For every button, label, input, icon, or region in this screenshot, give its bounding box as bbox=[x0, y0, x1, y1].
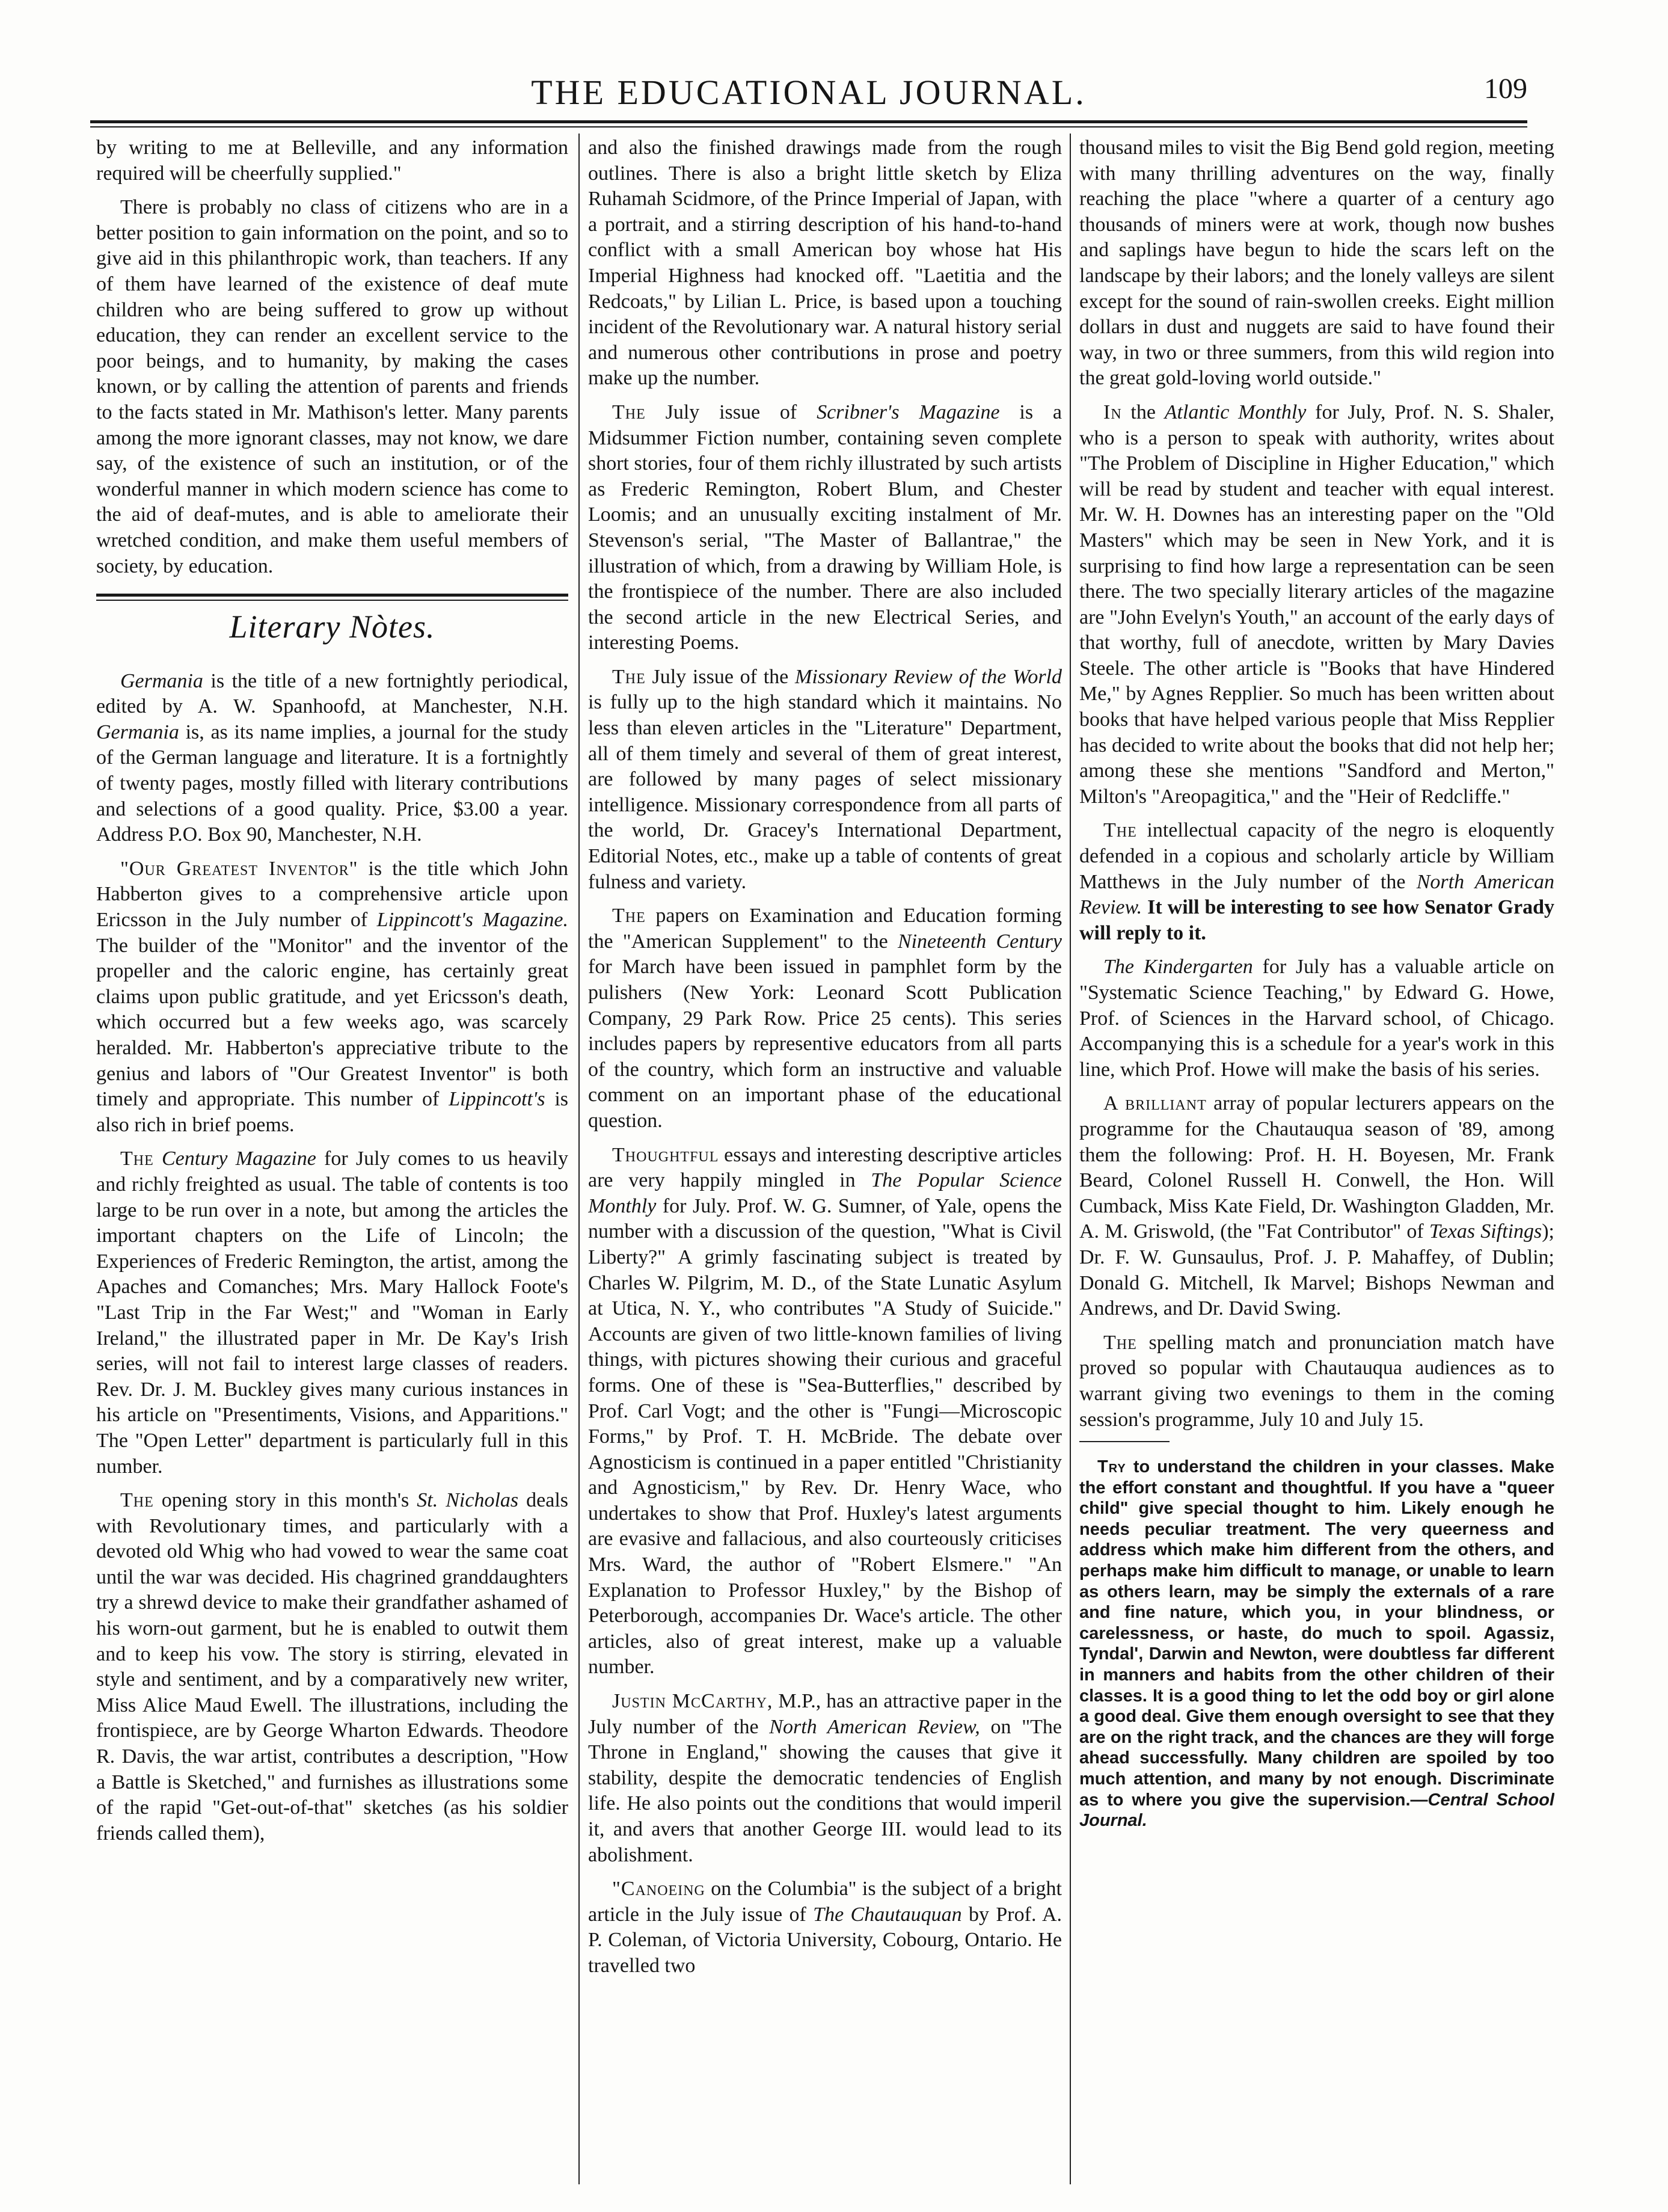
paragraph: and also the finished drawings made from the rough outlines. There is also a bright little sketch by Eliza Ruhamah Scidmore, of the Prince Imperial of Japan, with a portrait, and a stirring description of his hand-to-hand conflict with a small American boy whose hat His Imperial Highness had knocked off. "Laetitia and the Redcoats," by Lilian L. Price, is based upon a touching incident of the Revolutionary war. A natural history serial and numerous other contributions in prose and poetry make up the number. bbox=[588, 137, 1062, 390]
note-text: is also rich in brief poems. bbox=[96, 1088, 568, 1136]
note-chautauqua bbox=[1079, 1091, 1554, 1321]
note-text: by Prof. A. P. Coleman, of Victoria University, Cobourg, Ontario. He travelled two bbox=[588, 1903, 1062, 1977]
note-century bbox=[96, 1146, 568, 1479]
note-lead: A brilliant bbox=[1103, 1092, 1207, 1115]
paragraph-text: There is probably no class of citizens who are in a better position to gain information on the point, and so to give aid in this philanthropic work, than teachers. If any of them have learned of the existence of deaf mute children who are being suffered to grow up without education, they can render an excellent service to the poor beings, and to humanity, by making the cases known, or by calling the attention of parents and friends to the facts stated in Mr. Mathison's letter. Many parents among the more ignorant classes, may not know, we dare say, of the existence of such an institution, or of the wonderful manner in which modern science has come to the aid of deaf-mutes, and is able to ameliorate their wretched condition, and make them useful members of society, by education. bbox=[96, 196, 568, 577]
note-text: intellectual capacity of the negro is eloquently defended in a copious and scholarly article by William Matthews in the July number of the bbox=[1079, 819, 1554, 893]
note-text: is the title which John Habberton gives to a comprehensive article upon Ericsson in the July number of bbox=[96, 857, 568, 932]
column-divider bbox=[1070, 134, 1071, 2184]
column-divider bbox=[578, 134, 580, 2184]
magazine-title: Germania bbox=[120, 669, 203, 692]
note-lead: The bbox=[120, 1147, 154, 1170]
source-title: Central School Journal. bbox=[1079, 1790, 1554, 1831]
short-rule bbox=[1079, 1441, 1170, 1442]
magazine-title: Atlantic Monthly bbox=[1164, 401, 1307, 423]
note-negro bbox=[1079, 818, 1554, 946]
note-text: essays and interesting descriptive articles are very happily mingled in bbox=[588, 1143, 1062, 1192]
note-text: array of popular lecturers appears on the programme for the Chautauqua season of '89, among them the following: Prof. H. H. Boyesen, Mr. Frank Beard, Colonel Russell H. Conwell, the Hon. Will Cumback, Miss Kate Field, Dr. Washington Gladden, Mr. A. M. Griswold, (the "Fat Contributor" of bbox=[1079, 1092, 1554, 1243]
note-germania bbox=[96, 669, 568, 848]
note-text: It will be interesting to see how Senator Grady will reply to it. bbox=[1079, 896, 1554, 944]
column-1 bbox=[96, 135, 568, 2180]
page-number: 109 bbox=[1484, 73, 1527, 105]
note-try bbox=[1079, 1457, 1554, 1831]
note-lead: Thoughtful bbox=[612, 1143, 719, 1166]
paragraph bbox=[96, 195, 568, 579]
note-spelling bbox=[1079, 1330, 1554, 1433]
note-text: July issue of bbox=[645, 401, 817, 423]
note-papers bbox=[588, 903, 1062, 1134]
note-text: July issue of the bbox=[645, 665, 796, 688]
magazine-title: Century Magazine bbox=[161, 1147, 316, 1170]
note-text: papers on Examination and Education forming the "American Supplement" to the bbox=[588, 905, 1062, 953]
note-lead: The bbox=[612, 665, 646, 688]
note-text: for July has a valuable article on "Systematic Science Teaching," by Edward G. Howe, Prof. of Sciences in the Harvard school, of Chicago. Accompanying this is a schedule for a year's work in this line, which Prof. Howe will make the basis of his series. bbox=[1079, 956, 1554, 1081]
note-text: is, as its name implies, a journal for the study of the German language and literature. It is a fortnightly of twenty pages, mostly filled with literary contributions and selections of a good quality. Price, $3.00 a year. Address P.O. Box 90, Manchester, N.H. bbox=[96, 720, 568, 846]
journal-title: THE EDUCATIONAL JOURNAL. bbox=[531, 73, 1087, 112]
note-text: is a Midsummer Fiction number, containing seven complete short stories, four of them richly illustrated by such artists as Frederic Remington, Robert Blum, and Chester Loomis; and an unusually exciting instalment of Mr. Stevenson's serial, "The Master of Ballantrae," the illustration of which, from a drawing by William Hole, is the frontispiece of the number. There are also included the second article in the new Electrical Series, and interesting Poems. bbox=[588, 401, 1062, 654]
note-text: spelling match and pronunciation match have proved so popular with Chautauqua audiences as to warrant giving two evenings to them in the coming session's programme, July 10 and July 15. bbox=[1079, 1331, 1554, 1431]
header-rule-thin bbox=[90, 126, 1527, 127]
magazine-title: Texas Siftings bbox=[1429, 1220, 1542, 1243]
magazine-title: North American Review. bbox=[1079, 870, 1554, 919]
note-text: for July. Prof. W. G. Sumner, of Yale, opens the number with a discussion of the question, "What is Civil Liberty?" A grimly fascinating subject is treated by Charles W. Pilgrim, M. D., of the State Lunatic Asylum at Utica, N. Y., who contributes "A Study of Suicide." Accounts are given of two little-known families of living things, with pictures showing their curious and graceful forms. One of these is "Sea-Butterflies," described by Prof. Carl Vogt; and the other is "Fungi—Microscopic Forms," by Prof. T. H. McBride. The debate over Agnosticism is continued in a paper entitled "Christianity and Agnosticism," by Rev. Dr. Henry Wace, who undertakes to show that Prof. Huxley's latest arguments are evasive and fallacious, and also courteously criticises Mrs. Ward, the author of "Robert Elsmere." "An Explanation to Professor Huxley," by the Bishop of Peterborough, accompanies Dr. Wace's article. The other articles, also of great interest, make up a valuable number. bbox=[588, 1194, 1062, 1679]
masthead bbox=[90, 71, 1527, 119]
note-lead: In bbox=[1103, 401, 1122, 423]
note-mccarthy bbox=[588, 1689, 1062, 1868]
magazine-title: Nineteenth Century bbox=[897, 930, 1062, 953]
section-rule-thin bbox=[96, 600, 568, 601]
section-rule bbox=[96, 594, 568, 597]
magazine-title: Lippincott's Magazine. bbox=[376, 909, 568, 932]
magazine-title: The Kindergarten bbox=[1103, 956, 1253, 979]
note-atlantic bbox=[1079, 400, 1554, 810]
note-text: ); Dr. F. W. Gunsaulus, Prof. J. P. Mahaffey, of Dublin; Donald G. Mitchell, Ik Marvel; Bishops Newman and Andrews, and Dr. David Swing. bbox=[1079, 1220, 1554, 1320]
note-text: M.P., has an attractive paper in the July number of the bbox=[588, 1690, 1062, 1738]
note-text: to understand the children in your classes. Make the effort constant and thoughtful. If you have a "queer child" give special thought to him. Likely enough he needs peculiar treatment. The very queerness and address which make him different from the others, and perhaps make him difficult to manage, or unable to learn as others learn, may be simply the externals of a rare and fine nature, which you, in your blindness, or carelessness, or haste, do much to spoil. Agassiz, Tyndal', Darwin and Newton, were doubtless far different in manners and habits from the other children of their classes. It is a good thing to let the odd boy or girl alone a good deal. Give them enough oversight to see that they are on the right track, and the chances are they will forge ahead successfully. Many children are spoiled by too much attention, and many by not enough. Discriminate as to where you give the supervision.— bbox=[1079, 1457, 1554, 1810]
note-text: deals with Revolutionary times, and particularly with a devoted old Whig who had vowed to wear the same coat until the war was decided. His chagrined granddaughters try a shrewd device to make their grandfather ashamed of his worn-out garment, but he is enabled to outwit them and to keep his vow. The story is stirring, elevated in style and sentiment, and by a comparatively new writer, Miss Alice Maud Ewell. The illustrations, including the frontispiece, are by George Wharton Edwards. Theodore R. Davis, the war artist, contributes a description, "How a Battle is Sketched," and furnishes as illustrations some of the rapid "Get-out-of-that" sketches (as his soldier friends called them), bbox=[96, 1489, 568, 1845]
header-rule bbox=[90, 120, 1527, 123]
column-3 bbox=[1079, 135, 1554, 2180]
note-lead: The bbox=[120, 1489, 154, 1512]
note-text: for July comes to us heavily and richly freighted as usual. The table of contents is too large to be run over in a note, but among the articles the important chapters on the Life of Lincoln; the Experiences of Frederic Remington, the artist, among the Apaches and Comanches; Mrs. Mary Hallock Foote's "Last Trip in the Far West;" and "Woman in Early Ireland," the illustrated paper in Mr. De Kay's Irish series, will not fail to interest large classes of readers. Rev. Dr. J. M. Buckley gives many curious instances in his article on "Presentiments, Visions, and Apparitions." The "Open Letter" department is particularly full in this number. bbox=[96, 1147, 568, 1478]
note-missionary bbox=[588, 665, 1062, 895]
note-canoeing bbox=[588, 1876, 1062, 1979]
note-lead: "Canoeing bbox=[612, 1878, 705, 1900]
note-scribner bbox=[588, 400, 1062, 656]
note-kindergarten bbox=[1079, 954, 1554, 1083]
paragraph: thousand miles to visit the Big Bend gold region, meeting with many thrilling adventures on the way, finally reaching the place "where a quarter of a century ago thousands of miners were at work, though now bushes and saplings have begun to hide the scars left on the landscape by their labors; and the lonely valleys are silent except for the sound of rain-swollen creeks. Eight million dollars in dust and nuggets are said to have found their way, in two or three summers, from this wild region into the great gold-loving world outside." bbox=[1079, 137, 1554, 390]
magazine-title: North American Review, bbox=[769, 1715, 980, 1738]
note-lead: Try bbox=[1097, 1457, 1126, 1477]
note-text: is fully up to the high standard which it maintains. No less than eleven articles in the "Literature" Department, all of them timely and several of them of great interest, are followed by many pages of select missionary intelligence. Missionary correspondence from all parts of the world, Dr. Gracey's International Department, Editorial Notes, etc., make up a table of contents of great fulness and variety. bbox=[588, 691, 1062, 893]
note-lead: The bbox=[612, 905, 646, 927]
note-text: is the title of a new fortnightly periodical, edited by A. W. Spanhoofd, at Manchester, N.H. bbox=[96, 669, 568, 718]
note-text: on "The Throne in England," showing the causes that give it stability, despite the democratic tendencies of English life. He also points out the conditions that would imperil it, and avers that another George III. would lead to its abolishment. bbox=[588, 1715, 1062, 1866]
note-text: the bbox=[1121, 401, 1165, 423]
note-text: opening story in this month's bbox=[153, 1489, 417, 1512]
note-lead: Justin McCarthy, bbox=[612, 1690, 773, 1713]
note-lead: The bbox=[1103, 819, 1137, 842]
note-lead: The bbox=[1103, 1331, 1137, 1354]
note-popular-science bbox=[588, 1143, 1062, 1680]
note-lead: The bbox=[612, 401, 646, 423]
paragraph: by writing to me at Belleville, and any information required will be cheerfully supplied." bbox=[96, 137, 568, 185]
magazine-title: Lippincott's bbox=[449, 1088, 545, 1111]
note-text: for July, Prof. N. S. Shaler, who is a person to speak with authority, writes about "The Problem of Discipline in Higher Education," which will be read by student and teacher with equal interest. Mr. W. H. Downes has an interesting paper on the "Old Masters" which may be seen in New York, and it is surprising to find how large a representation can be seen there. The two specially literary articles of the magazine are "John Evelyn's Youth," an account of the early days of that worthy, full of anecdote, written by Mary Davies Steele. The other article is "Books that have Hindered Me," by Agnes Repplier. So much has been written about books that have helped various people that Miss Repplier has decided to write about the books that did not help her; among these she mentions "Sandford and Merton," Milton's "Areopagitica," and the "Heir of Redcliffe." bbox=[1079, 401, 1554, 808]
note-inventor bbox=[96, 856, 568, 1138]
note-text: for March have been issued in pamphlet form by the pulishers (New York: Leonard Scott Publication Company, 29 Park Row. Price 25 cents). This series includes papers by representive educators from all parts of the country, which form an instructive and valuable comment on an important phase of the educational question. bbox=[588, 956, 1062, 1132]
magazine-title: St. Nicholas bbox=[417, 1489, 519, 1512]
magazine-title: The Popular Science Monthly bbox=[588, 1169, 1062, 1217]
magazine-title: The Chautauquan bbox=[813, 1903, 962, 1926]
column-2 bbox=[588, 135, 1062, 2180]
note-lead: "Our Greatest Inventor" bbox=[120, 857, 358, 880]
section-title: Literary Nòtes. bbox=[229, 609, 435, 645]
note-st-nicholas bbox=[96, 1488, 568, 1846]
magazine-title: Missionary Review of the World bbox=[795, 665, 1062, 688]
note-text: on the Columbia" is the subject of a bright article in the July issue of bbox=[588, 1878, 1062, 1926]
note-text: The builder of the "Monitor" and the inventor of the propeller and the caloric engine, has certainly great claims upon public gratitude, and yet Ericsson's death, which occurred but a few weeks ago, was scarcely heralded. Mr. Habberton's appreciative tribute to the genius and labors of "Our Greatest Inventor" is both timely and appropriate. This number of bbox=[96, 934, 568, 1111]
magazine-title: Germania bbox=[96, 720, 179, 743]
magazine-title: Scribner's Magazine bbox=[817, 401, 1000, 423]
